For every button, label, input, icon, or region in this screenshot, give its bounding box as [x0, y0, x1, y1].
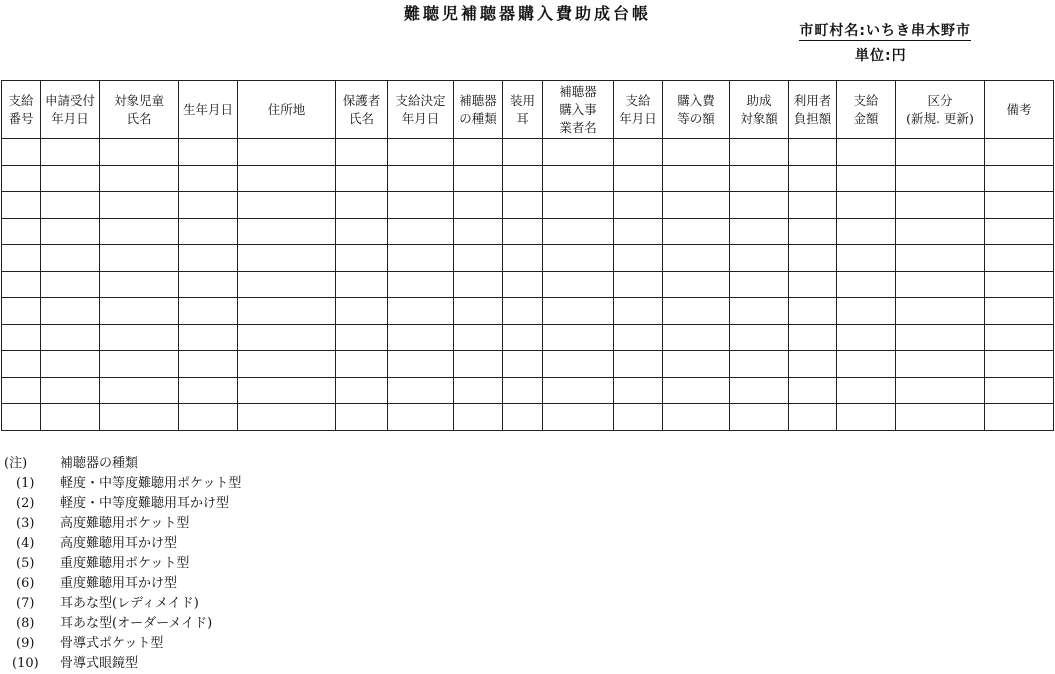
- list-item: [4, 554, 241, 574]
- table-cell: [388, 298, 454, 325]
- table-cell: [238, 245, 336, 272]
- list-item-number: (4): [16, 536, 35, 551]
- table-cell: [238, 351, 336, 378]
- table-cell: [789, 298, 837, 325]
- table-cell: [985, 218, 1054, 245]
- table-cell: [896, 324, 985, 351]
- table-cell: [896, 298, 985, 325]
- col-header-address: 住所地: [238, 81, 336, 139]
- table-cell: [896, 165, 985, 192]
- table-cell: [543, 298, 614, 325]
- ledger-table: [1, 80, 1054, 431]
- table-cell: [896, 404, 985, 431]
- table-cell: [2, 165, 41, 192]
- table-cell: [336, 192, 388, 219]
- table-cell: [2, 351, 41, 378]
- list-item: [4, 634, 241, 654]
- list-item-number: (8): [16, 616, 35, 631]
- table-cell: [543, 245, 614, 272]
- table-cell: [179, 298, 238, 325]
- list-item-number: (10): [12, 656, 39, 671]
- list-item-text: 骨導式ポケット型: [60, 636, 164, 651]
- table-cell: [614, 165, 663, 192]
- table-row: [2, 139, 1054, 166]
- table-cell: [100, 271, 179, 298]
- table-cell: [543, 139, 614, 166]
- table-cell: [663, 351, 730, 378]
- table-cell: [454, 165, 503, 192]
- table-cell: [336, 404, 388, 431]
- table-cell: [503, 351, 543, 378]
- table-cell: [454, 351, 503, 378]
- table-cell: [503, 218, 543, 245]
- table-cell: [730, 271, 789, 298]
- list-item-number: (2): [16, 496, 35, 511]
- table-cell: [238, 404, 336, 431]
- table-cell: [896, 351, 985, 378]
- table-cell: [2, 271, 41, 298]
- table-cell: [985, 324, 1054, 351]
- table-cell: [789, 377, 837, 404]
- table-row: [2, 351, 1054, 378]
- table-cell: [985, 245, 1054, 272]
- list-item-text: 軽度・中等度難聴用耳かけ型: [60, 496, 230, 511]
- table-cell: [614, 351, 663, 378]
- table-cell: [41, 404, 100, 431]
- table-cell: [543, 165, 614, 192]
- table-cell: [663, 218, 730, 245]
- table-cell: [789, 351, 837, 378]
- table-cell: [179, 139, 238, 166]
- col-header-ear: 装用 耳: [503, 81, 543, 139]
- table-cell: [336, 298, 388, 325]
- table-row: [2, 165, 1054, 192]
- table-cell: [614, 324, 663, 351]
- table-cell: [789, 218, 837, 245]
- table-cell: [336, 218, 388, 245]
- table-row: [2, 271, 1054, 298]
- table-cell: [41, 139, 100, 166]
- table-cell: [663, 192, 730, 219]
- table-cell: [663, 271, 730, 298]
- table-cell: [663, 139, 730, 166]
- table-cell: [985, 271, 1054, 298]
- table-cell: [388, 245, 454, 272]
- table-cell: [543, 218, 614, 245]
- table-cell: [789, 324, 837, 351]
- table-cell: [2, 245, 41, 272]
- table-cell: [2, 192, 41, 219]
- table-row: [2, 245, 1054, 272]
- table-cell: [789, 165, 837, 192]
- table-cell: [896, 218, 985, 245]
- notes-heading: 補聴器の種類: [60, 456, 139, 471]
- page-title: 難聴児補聴器購入費助成台帳: [403, 4, 651, 23]
- table-cell: [614, 192, 663, 219]
- col-header-payment-date: 支給 年月日: [614, 81, 663, 139]
- table-cell: [730, 192, 789, 219]
- table-cell: [730, 351, 789, 378]
- table-cell: [238, 139, 336, 166]
- table-cell: [503, 324, 543, 351]
- table-cell: [336, 271, 388, 298]
- table-cell: [896, 139, 985, 166]
- table-cell: [454, 271, 503, 298]
- table-cell: [179, 271, 238, 298]
- table-cell: [730, 245, 789, 272]
- list-item-number: (6): [16, 576, 35, 591]
- table-cell: [388, 377, 454, 404]
- table-cell: [896, 192, 985, 219]
- table-cell: [388, 165, 454, 192]
- list-item: [4, 594, 241, 614]
- col-header-subsidy-target: 助成 対象額: [730, 81, 789, 139]
- table-cell: [454, 192, 503, 219]
- table-cell: [100, 324, 179, 351]
- list-item: [4, 514, 241, 534]
- table-cell: [543, 404, 614, 431]
- table-cell: [503, 404, 543, 431]
- table-cell: [503, 139, 543, 166]
- table-cell: [730, 139, 789, 166]
- table-cell: [543, 324, 614, 351]
- list-item-number: (5): [16, 556, 35, 571]
- table-cell: [985, 165, 1054, 192]
- table-cell: [238, 324, 336, 351]
- table-cell: [896, 377, 985, 404]
- table-cell: [837, 324, 896, 351]
- table-cell: [543, 271, 614, 298]
- table-cell: [789, 192, 837, 219]
- table-cell: [179, 324, 238, 351]
- table-cell: [388, 404, 454, 431]
- list-item-text: 耳あな型(レディメイド): [60, 596, 199, 611]
- table-cell: [837, 298, 896, 325]
- table-cell: [179, 165, 238, 192]
- table-cell: [336, 139, 388, 166]
- list-item: [4, 654, 241, 674]
- list-item-text: 高度難聴用ポケット型: [60, 516, 190, 531]
- table-cell: [985, 192, 1054, 219]
- table-cell: [837, 271, 896, 298]
- col-header-user-burden: 利用者 負担額: [789, 81, 837, 139]
- table-cell: [503, 245, 543, 272]
- table-row: [2, 298, 1054, 325]
- table-cell: [41, 192, 100, 219]
- table-cell: [837, 139, 896, 166]
- table-cell: [2, 139, 41, 166]
- table-cell: [614, 298, 663, 325]
- notes-label: (注): [4, 456, 28, 471]
- table-cell: [789, 404, 837, 431]
- table-cell: [614, 377, 663, 404]
- table-row: [2, 192, 1054, 219]
- table-row: [2, 404, 1054, 431]
- table-cell: [503, 271, 543, 298]
- col-header-payment-amount: 支給 金額: [837, 81, 896, 139]
- list-item-number: (1): [16, 476, 35, 491]
- table-cell: [985, 139, 1054, 166]
- table-cell: [179, 377, 238, 404]
- table-cell: [41, 218, 100, 245]
- notes-heading-row: [4, 454, 241, 474]
- table-cell: [2, 298, 41, 325]
- table-cell: [730, 165, 789, 192]
- table-cell: [730, 324, 789, 351]
- table-cell: [454, 298, 503, 325]
- list-item-number: (7): [16, 596, 35, 611]
- table-cell: [41, 351, 100, 378]
- table-cell: [100, 192, 179, 219]
- col-header-birth-date: 生年月日: [179, 81, 238, 139]
- table-cell: [41, 324, 100, 351]
- table-cell: [336, 377, 388, 404]
- ledger-body: [2, 139, 1054, 431]
- col-header-payment-number: 支給 番号: [2, 81, 41, 139]
- table-cell: [985, 351, 1054, 378]
- table-cell: [837, 377, 896, 404]
- table-cell: [100, 404, 179, 431]
- table-cell: [543, 377, 614, 404]
- table-cell: [789, 245, 837, 272]
- table-cell: [238, 298, 336, 325]
- list-item-number: (9): [16, 636, 35, 651]
- table-cell: [985, 404, 1054, 431]
- list-item: [4, 614, 241, 634]
- list-item-number: (3): [16, 516, 35, 531]
- table-cell: [336, 165, 388, 192]
- col-header-child-name: 対象児童 氏名: [100, 81, 179, 139]
- col-header-vendor-name: 補聴器 購入事 業者名: [543, 81, 614, 139]
- table-cell: [2, 404, 41, 431]
- table-cell: [614, 404, 663, 431]
- table-cell: [663, 165, 730, 192]
- col-header-category: 区分 (新規. 更新): [896, 81, 985, 139]
- table-cell: [543, 192, 614, 219]
- table-cell: [789, 139, 837, 166]
- table-cell: [100, 245, 179, 272]
- list-item-text: 重度難聴用耳かけ型: [60, 576, 178, 591]
- col-header-decision-date: 支給決定 年月日: [388, 81, 454, 139]
- table-cell: [503, 298, 543, 325]
- table-cell: [238, 271, 336, 298]
- municipality-label: 市町村名:いちき串木野市: [799, 23, 971, 39]
- table-cell: [2, 377, 41, 404]
- table-header-row: [2, 81, 1054, 139]
- table-cell: [388, 324, 454, 351]
- table-cell: [179, 245, 238, 272]
- table-cell: [336, 245, 388, 272]
- table-cell: [388, 218, 454, 245]
- table-cell: [837, 218, 896, 245]
- table-cell: [41, 271, 100, 298]
- table-cell: [238, 165, 336, 192]
- table-cell: [41, 165, 100, 192]
- table-cell: [663, 404, 730, 431]
- list-item-text: 重度難聴用ポケット型: [60, 556, 190, 571]
- table-cell: [2, 218, 41, 245]
- table-cell: [985, 377, 1054, 404]
- col-header-purchase-amount: 購入費 等の額: [663, 81, 730, 139]
- list-item-text: 軽度・中等度難聴用ポケット型: [60, 476, 242, 491]
- list-item: [4, 574, 241, 594]
- table-cell: [238, 377, 336, 404]
- notes-section: [4, 454, 241, 674]
- table-cell: [179, 351, 238, 378]
- table-cell: [388, 351, 454, 378]
- table-cell: [179, 404, 238, 431]
- table-cell: [100, 351, 179, 378]
- table-cell: [730, 377, 789, 404]
- table-cell: [663, 245, 730, 272]
- table-cell: [2, 324, 41, 351]
- table-cell: [41, 298, 100, 325]
- table-cell: [388, 271, 454, 298]
- table-cell: [730, 404, 789, 431]
- table-cell: [336, 324, 388, 351]
- col-header-remarks: 備考: [985, 81, 1054, 139]
- table-row: [2, 324, 1054, 351]
- table-cell: [454, 245, 503, 272]
- table-cell: [100, 218, 179, 245]
- table-cell: [388, 192, 454, 219]
- table-cell: [454, 324, 503, 351]
- table-cell: [614, 271, 663, 298]
- list-item-text: 耳あな型(オーダーメイド): [60, 616, 213, 631]
- table-cell: [614, 218, 663, 245]
- table-cell: [837, 192, 896, 219]
- table-cell: [238, 192, 336, 219]
- table-cell: [503, 165, 543, 192]
- table-cell: [837, 351, 896, 378]
- table-cell: [179, 218, 238, 245]
- table-cell: [179, 192, 238, 219]
- table-cell: [41, 245, 100, 272]
- list-item-text: 骨導式眼鏡型: [60, 656, 139, 671]
- table-cell: [789, 271, 837, 298]
- table-cell: [837, 165, 896, 192]
- table-cell: [454, 404, 503, 431]
- table-cell: [336, 351, 388, 378]
- table-cell: [837, 245, 896, 272]
- list-item: [4, 494, 241, 514]
- table-cell: [454, 377, 503, 404]
- table-cell: [663, 324, 730, 351]
- unit-label: 単位:円: [855, 48, 907, 64]
- table-cell: [100, 139, 179, 166]
- table-cell: [503, 192, 543, 219]
- table-cell: [100, 298, 179, 325]
- table-cell: [985, 298, 1054, 325]
- table-cell: [837, 404, 896, 431]
- table-cell: [730, 218, 789, 245]
- col-header-guardian-name: 保護者 氏名: [336, 81, 388, 139]
- table-row: [2, 377, 1054, 404]
- list-item: [4, 534, 241, 554]
- table-row: [2, 218, 1054, 245]
- table-cell: [896, 245, 985, 272]
- table-cell: [503, 377, 543, 404]
- table-cell: [100, 377, 179, 404]
- list-item-text: 高度難聴用耳かけ型: [60, 536, 178, 551]
- table-cell: [614, 245, 663, 272]
- table-cell: [100, 165, 179, 192]
- col-header-hearing-aid-type: 補聴器 の種類: [454, 81, 503, 139]
- list-item: [4, 474, 241, 494]
- table-cell: [41, 377, 100, 404]
- table-cell: [543, 351, 614, 378]
- table-cell: [663, 377, 730, 404]
- table-cell: [454, 218, 503, 245]
- table-cell: [730, 298, 789, 325]
- table-cell: [614, 139, 663, 166]
- table-cell: [388, 139, 454, 166]
- col-header-application-date: 申請受付 年月日: [41, 81, 100, 139]
- table-cell: [896, 271, 985, 298]
- table-cell: [454, 139, 503, 166]
- table-cell: [238, 218, 336, 245]
- table-cell: [663, 298, 730, 325]
